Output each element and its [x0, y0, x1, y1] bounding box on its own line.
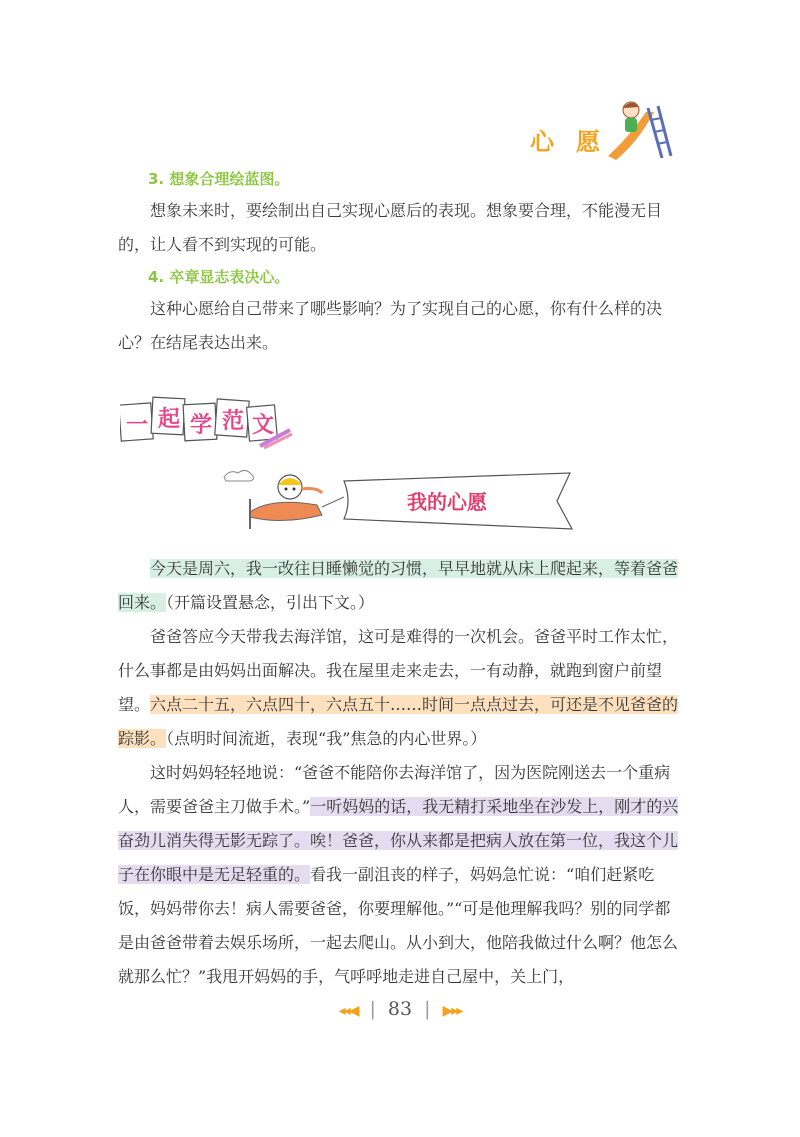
tip-heading-4: 4. 卒章显志表决心。 [148, 268, 290, 286]
badge-char-2: 起 [158, 407, 181, 432]
essay-text: 爸爸答应今天带我去海洋馆，这可是难得的一次机会。爸爸平时工作太忙，什么事都是由妈妈出面解决。我在屋里走来走去，一有动静，就跑到窗户前望望。 [118, 627, 679, 714]
badge-char-4: 范 [222, 409, 245, 434]
badge-char-1: 一 [126, 413, 149, 438]
essay-paragraph-1 [118, 552, 683, 620]
tip-body-3: 想象未来时，要绘制出自己实现心愿后的表现。想象要合理，不能漫无目的，让人看不到实现的可能。 [118, 201, 663, 254]
essay-text: 看我一副沮丧的样子，妈妈急忙说：“咱们赶紧吃饭，妈妈带你去！病人需要爸爸，你要理解他。”“可是他理解我吗？别的同学都是由爸爸带着去娱乐场所，一起去爬山。从小到大，他陪我做过什么啊？他怎么就那么忙？”我甩开妈妈的手，气呼呼地走进自己屋中，关上门， [118, 865, 679, 986]
chapter-title: 心愿 [530, 128, 622, 156]
annotation-note: （点明时间流逝，表现“我”焦急的内心世界。） [166, 729, 487, 748]
essay-paragraph-2 [118, 620, 683, 756]
essay-paragraph-3 [118, 756, 683, 994]
tip-body-4: 这种心愿给自己带来了哪些影响？为了实现自己的心愿，你有什么样的决心？在结尾表达出来。 [118, 299, 663, 352]
badge-char-3: 学 [190, 413, 213, 438]
next-arrow-icon: ▶▸▸ [442, 1003, 462, 1019]
essay-title: 我的心愿 [407, 490, 487, 514]
prev-arrow-icon: ◂◂◀ [338, 1003, 358, 1019]
annotation-note: （开篇设置悬念，引出下文。） [166, 593, 375, 612]
highlight-purple: 一听妈妈的话，我无精打采地坐在沙发上，刚才的兴奋劲儿消失得无影无踪了。唉！爸爸，你从来都是把病人放在第一位，我这个儿子在你眼中是无足轻重的。 [118, 797, 679, 884]
slide-child-illustration [598, 98, 673, 160]
highlight-green: 今天是周六，我一改往日睡懒觉的习惯，早早地就从床上爬起来，等着爸爸回来。 [118, 559, 679, 612]
badge-char-5: 文 [252, 413, 275, 438]
page-footer: ◂◂◀ | 83 | ▶▸▸ [338, 998, 462, 1020]
tip-heading-3: 3. 想象合理绘蓝图。 [148, 170, 290, 188]
section-badge [120, 390, 295, 450]
page-number: 83 [387, 998, 413, 1020]
essay-body [118, 552, 683, 994]
highlight-orange: 六点二十五，六点四十，六点五十……时间一点点过去，可还是不见爸爸的踪影。 [118, 695, 679, 748]
plane-banner-illustration [222, 467, 577, 542]
essay-text: 这时妈妈轻轻地说：“爸爸不能陪你去海洋馆了，因为医院刚送去一个重病人，需要爸爸主刀做手术。” [118, 763, 671, 816]
